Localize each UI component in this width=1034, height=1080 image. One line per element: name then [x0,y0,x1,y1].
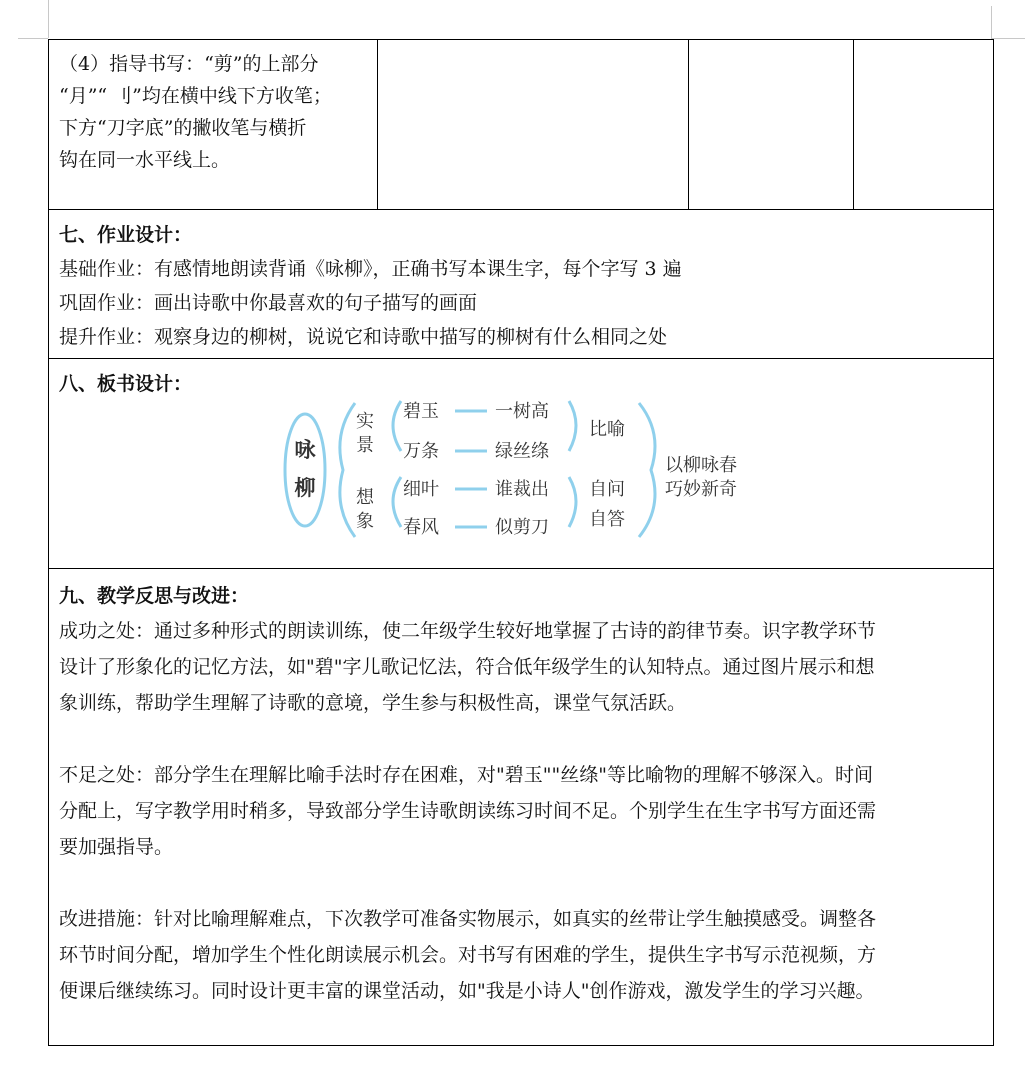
reflection-shortcoming [59,757,983,865]
real-label-char: 实 [356,411,374,432]
section-title: 八、板书设计： [59,373,193,395]
text-line: 设计了形象化的记忆方法，如"碧"字儿歌记忆法，符合低年级学生的认知特点。通过图片展示和想 [59,656,875,678]
text-line: 象训练，帮助学生理解了诗歌的意境，学生参与积极性高，课堂气氛活跃。 [59,692,687,714]
guide-line: 钩在同一水平线上。 [59,149,231,171]
section-title: 九、教学反思与改进： [59,585,250,607]
text-line: 要加强指导。 [59,836,174,858]
board-right-phrase: 绿丝绦 [495,441,549,462]
board-left-phrase: 细叶 [403,479,439,500]
text-line: 改进措施：针对比喻理解难点，下次教学可准备实物展示，如真实的丝带让学生触摸感受。调整各 [59,908,877,930]
guide-line: （4）指导书写：“剪”的上部分 [59,53,319,75]
board-right-phrase: 似剪刀 [495,517,549,538]
board-right-phrase: 谁裁出 [495,479,549,500]
imagine-label-char: 象 [356,511,374,532]
paragraph-gap [59,721,983,757]
conclusion-line: 以柳咏春 [665,455,737,476]
homework-advance: 提升作业：观察身边的柳树，说说它和诗歌中描写的柳树有什么相同之处 [59,326,668,348]
poem-char: 柳 [294,475,316,500]
page-corner-mark [991,38,1025,39]
board-design-section [49,359,994,569]
table-row [49,359,994,569]
left-brace [340,403,355,537]
metaphor-label: 比喻 [589,419,625,440]
qa-label: 自答 [589,509,625,530]
reflection-success [59,613,983,721]
small-brace [569,401,576,451]
guide-line: “月”“ 刂”均在横中线下方收笔； [59,85,332,107]
page-corner-mark [48,0,49,38]
small-brace [569,477,576,527]
reflection-improvement [59,901,983,1009]
page-corner-mark [991,6,992,38]
right-brace [639,403,655,537]
empty-cell [854,40,994,210]
text-line: 便课后继续练习。同时设计更丰富的课堂活动，如"我是小诗人"创作游戏，激发学生的学习兴趣。 [59,980,875,1002]
table-row [49,40,994,210]
page-corner-mark [18,38,48,39]
paragraph-gap [59,865,983,901]
imagine-label-char: 想 [356,487,374,508]
qa-label: 自问 [589,479,625,500]
empty-cell [689,40,854,210]
board-left-phrase: 碧玉 [403,401,439,422]
text-line: 分配上，写字教学用时稍多，导致部分学生诗歌朗读练习时间不足。个别学生在生字书写方面还需 [59,800,877,822]
homework-consolidate: 巩固作业：画出诗歌中你最喜欢的句子描写的画面 [59,292,478,314]
conclusion-line: 巧妙新奇 [665,479,737,500]
table-row [49,210,994,359]
text-line: 不足之处：部分学生在理解比喻手法时存在困难，对"碧玉""丝绦"等比喻物的理解不够深入。时间 [59,764,873,786]
poem-title-oval [285,414,325,526]
homework-basic: 基础作业：有感情地朗读背诵《咏柳》，正确书写本课生字，每个字写 3 遍 [59,258,682,280]
writing-guide-cell [49,40,378,210]
small-brace [393,401,401,451]
reflection-section [49,569,994,1046]
poem-char: 咏 [294,437,316,462]
board-right-phrase: 一树高 [495,401,549,422]
guide-line: 下方“刀字底”的撇收笔与横折 [59,117,307,139]
section-title: 七、作业设计： [59,224,193,246]
text-line: 环节时间分配，增加学生个性化朗读展示机会。对书写有困难的学生，提供生字书写示范视频，方 [59,944,877,966]
text-line: 成功之处：通过多种形式的朗读训练，使二年级学生较好地掌握了古诗的韵律节奏。识字教学环节 [59,620,877,642]
small-brace [393,477,401,527]
board-left-phrase: 万条 [403,441,439,462]
homework-section [49,210,994,359]
empty-cell [378,40,689,210]
board-left-phrase: 春风 [403,517,439,538]
real-label-char: 景 [356,435,374,456]
board-diagram [277,395,767,545]
table-row [49,569,994,1046]
lesson-plan-table [48,39,994,1046]
